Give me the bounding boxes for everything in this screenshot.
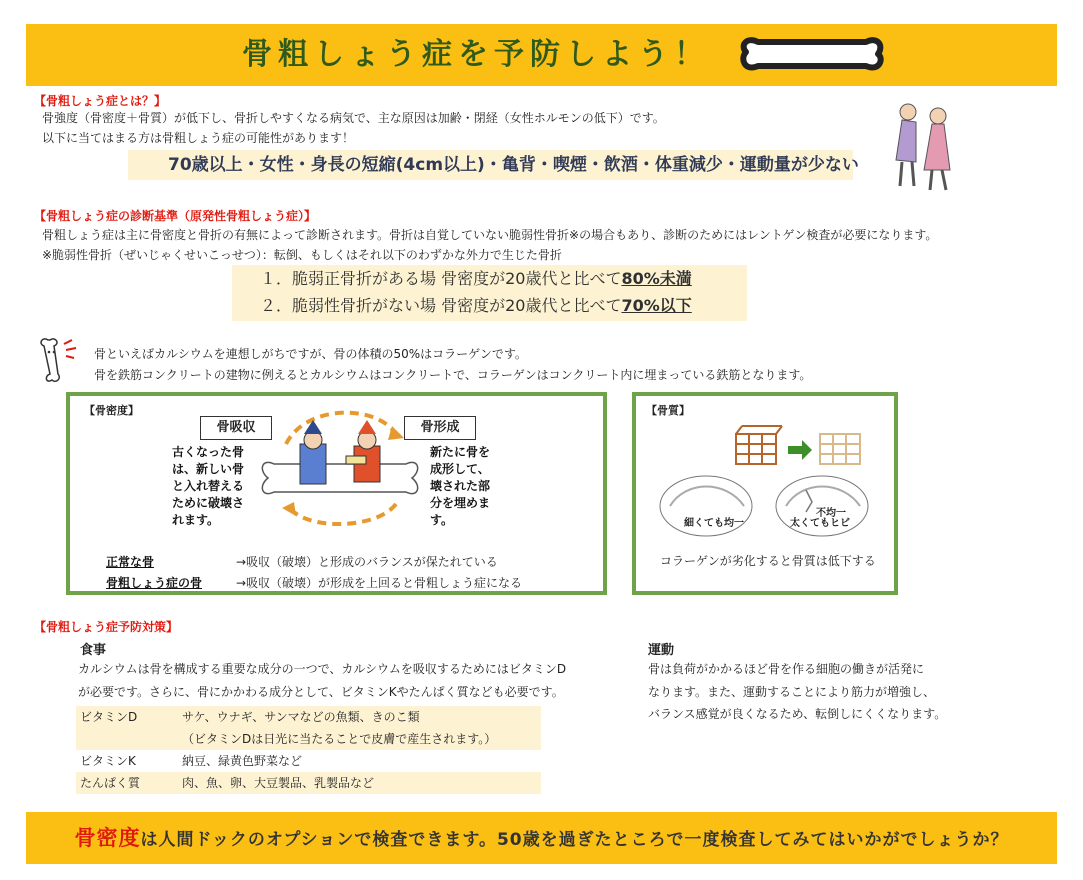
bone-icon [738,32,886,78]
resorption-tag: 骨吸収 [200,416,272,440]
header-banner [26,24,1057,86]
cracked-caption: 太くてもヒビ [790,518,850,529]
diet-line-2: が必要です。さらに、骨にかかわる成分として、ビタミンKやたんぱく質なども必要です。 [78,685,564,699]
formation-line: 成形して、 [430,462,490,476]
normal-bone-desc: →吸収（破壊）と形成のバランスが保たれている [236,555,498,569]
bone-character-icon [36,334,82,384]
resorption-line: ために破壊さ [172,496,245,510]
osteoporosis-bone-label: 骨粗しょう症の骨 [106,576,203,590]
formation-tag: 骨形成 [404,416,476,440]
food-nutrient: たんぱく質 [80,776,141,790]
risk-factors: 70歳以上・女性・身長の短縮(4cm以上)・亀背・喫煙・飲酒・体重減少・運動量が少ない [128,150,853,180]
calcium-line-1: 骨といえばカルシウムを連想しがちですが、骨の体積の50%はコラーゲンです。 [94,347,527,361]
footer-text: は人間ドックのオプションで検査できます。50歳を過ぎたところで一度検査してみてはいかがでしょうか？ [140,830,1009,850]
food-sources: 納豆、緑黄色野菜など [182,754,303,768]
intro-line-2: 以下に当てはまる方は骨粗しょう症の可能性があります！ [42,131,355,145]
uniform-caption: 細くても均一 [684,518,744,529]
criteria-item-2-value: 70%以下 [621,296,692,315]
osteoporosis-bone-desc: →吸収（破壊）が形成を上回ると骨粗しょう症になる [236,576,523,590]
footer-banner [26,812,1057,864]
criteria-heading: 【骨粗しょう症の診断基準（原発性骨粗しょう症）】 [34,209,317,223]
bone-remodeling-illustration [256,404,426,530]
food-row [76,706,541,728]
criteria-note: ※脆弱性骨折（ぜいじゃくせいこっせつ）：転倒、もしくはそれ以下のわずかな外力で生じた骨折 [42,248,562,262]
bone-quality-box [632,392,898,595]
formation-line: す。 [430,513,454,527]
resorption-line: 古くなった骨 [172,445,245,459]
resorption-line: れます。 [172,513,220,527]
normal-bone-label: 正常な骨 [106,555,155,569]
elderly-women-illustration [880,100,970,195]
formation-line: 壊された部 [430,479,491,493]
food-row [76,750,541,772]
resorption-line: は、新しい骨 [172,462,245,476]
formation-line: 新たに骨を [430,445,491,459]
uneven-caption: 不均一 [816,508,846,519]
exercise-line-1: 骨は負荷がかかるほど骨を作る細胞の働きが活発に [648,662,925,676]
food-nutrient: ビタミンD [80,710,138,724]
page-title: 骨粗しょう症を予防しよう！ [242,37,710,72]
diet-title: 食事 [80,643,107,658]
food-nutrient: ビタミンK [80,754,136,768]
food-sources: （ビタミンDは日光に当たることで皮膚で産生されます。） [182,732,497,746]
quality-box-label: 【骨質】 [646,404,690,417]
exercise-title: 運動 [648,643,675,658]
criteria-item-1-value: 80%未満 [621,269,692,288]
bone-density-box [66,392,607,595]
intro-heading: 【骨粗しょう症とは？】 [34,94,167,108]
quality-caption: コラーゲンが劣化すると骨質は低下する [660,554,876,568]
calcium-line-2: 骨を鉄筋コンクリートの建物に例えるとカルシウムはコンクリートで、コラーゲンはコンクリート内に埋まっている鉄筋となります。 [94,368,812,382]
intro-line-1: 骨強度（骨密度＋骨質）が低下し、骨折しやすくなる病気で、主な原因は加齢・閉経（女性ホルモンの低下）です。 [42,111,665,125]
exercise-line-3: バランス感覚が良くなるため、転倒しにくくなります。 [648,707,947,721]
formation-line: 分を埋めま [430,496,491,510]
resorption-description [172,444,244,529]
exercise-line-2: なります。また、運動することにより筋力が増強し、 [648,685,936,699]
density-box-label: 【骨密度】 [84,404,139,417]
resorption-line: と入れ替える [172,479,245,493]
food-sources: 肉、魚、卵、大豆製品、乳製品など [182,776,375,790]
food-row [76,728,541,750]
criteria-box [232,265,747,321]
criteria-item-2-text: ２．脆弱性骨折がない場 骨密度が20歳代と比べて [260,296,622,315]
footer-highlight: 骨密度 [74,826,141,850]
criteria-item-2 [232,292,747,319]
food-sources: サケ、ウナギ、サンマなどの魚類、きのこ類 [182,710,420,724]
diet-line-1: カルシウムは骨を構成する重要な成分の一つで、カルシウムを吸収するためにはビタミンD [78,662,567,676]
formation-description [430,444,490,529]
prevention-heading: 【骨粗しょう症予防対策】 [34,620,179,634]
criteria-item-1-text: １．脆弱正骨折がある場 骨密度が20歳代と比べて [260,269,622,288]
criteria-item-1 [232,265,747,292]
criteria-line-1: 骨粗しょう症は主に骨密度と骨折の有無によって診断されます。骨折は自覚していない脆弱性骨折※の場合もあり、診断のためにはレントゲン検査が必要になります。 [42,228,938,242]
food-row [76,772,541,794]
